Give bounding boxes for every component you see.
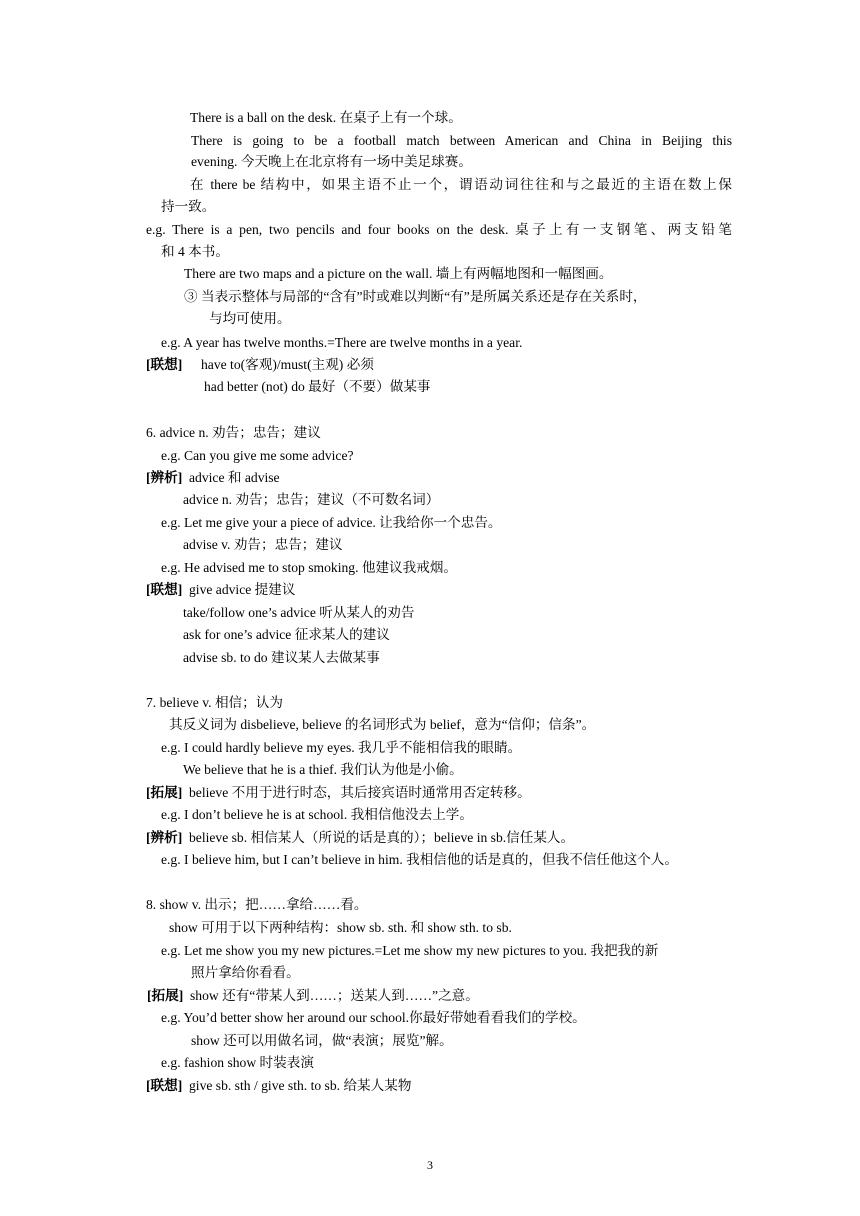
text-line: e.g. I believe him, but I can’t believe in him. 我相信他的话是真的，但我不信任他这个人。 <box>161 852 678 867</box>
text-line: e.g. He advised me to stop smoking. 他建议我戒烟。 <box>161 560 458 575</box>
text-line: e.g. I don’t believe he is at school. 我相信他没去上学。 <box>161 807 473 822</box>
tag-bianxi: [辨析] <box>146 830 183 845</box>
text-line: We believe that he is a thief. 我们认为他是小偷。 <box>183 762 463 777</box>
text-line: 在 there be 结构中，如果主语不止一个，谓语动词往往和与之最近的主语在数上保 <box>190 177 732 192</box>
text-line: show 还有“带某人到……；送某人到……”之意。 <box>190 988 479 1003</box>
text-line: e.g. You’d better show her around our school.你最好带她看看我们的学校。 <box>161 1010 586 1025</box>
text-line: e.g. fashion show 时装表演 <box>161 1055 314 1070</box>
text-line: 其反义词为 disbelieve, believe 的名词形式为 belief，意为“信仰；信条”。 <box>169 717 596 732</box>
tag-tuozhan: [拓展] <box>146 785 183 800</box>
text-line: evening. 今天晚上在北京将有一场中美足球赛。 <box>191 154 472 169</box>
text-line: ③ 当表示整体与局部的“含有”时或难以判断“有”是所属关系还是存在关系时， <box>184 289 647 304</box>
tag-lianxiang: [联想] <box>146 1078 183 1093</box>
text-line: e.g. Let me give your a piece of advice. 让我给你一个忠告。 <box>161 515 502 530</box>
text-line: e.g. Let me show you my new pictures.=Let me show my new pictures to you. 我把我的新 <box>161 943 659 958</box>
text-line: show 可用于以下两种结构：show sb. sth. 和 show sth. to sb. <box>169 920 512 935</box>
tag-lianxiang: [联想] <box>146 582 183 597</box>
text-line: ask for one’s advice 征求某人的建议 <box>183 627 390 642</box>
text-line: 照片拿给你看看。 <box>191 965 300 980</box>
page-number: 3 <box>427 1158 433 1172</box>
text-line: e.g. A year has twelve months.=There are twelve months in a year. <box>161 335 523 350</box>
text-line: e.g. I could hardly believe my eyes. 我几乎不能相信我的眼睛。 <box>161 740 522 755</box>
entry-heading: 6. advice n. 劝告；忠告；建议 <box>146 425 321 440</box>
text-line: give advice 提建议 <box>189 582 296 597</box>
text-line: advice 和 advise <box>189 470 280 485</box>
tag-tuozhan: [拓展] <box>147 988 184 1003</box>
entry-heading: 8. show v. 出示；把……拿给……看。 <box>146 897 368 912</box>
text-line: believe 不用于进行时态，其后接宾语时通常用否定转移。 <box>189 785 531 800</box>
text-line: had better (not) do 最好（不要）做某事 <box>204 379 431 394</box>
text-line: show 还可以用做名词，做“表演；展览”解。 <box>191 1033 453 1048</box>
text-line: 持一致。 <box>161 199 216 214</box>
text-line: 和 4 本书。 <box>161 244 229 259</box>
text-line: advice n. 劝告；忠告；建议（不可数名词） <box>183 492 440 507</box>
text-line: e.g. There is a pen, two pencils and four books on the desk. 桌子上有一支钢笔、两支铅笔 <box>146 222 732 237</box>
text-line: advise v. 劝告；忠告；建议 <box>183 537 343 552</box>
text-line: There is going to be a football match between American and China in Beijing this <box>191 133 732 148</box>
text-line: 与均可使用。 <box>209 311 291 326</box>
text-line: e.g. Can you give me some advice? <box>161 448 354 463</box>
text-line: give sb. sth / give sth. to sb. 给某人某物 <box>189 1078 412 1093</box>
tag-lianxiang: [联想] <box>146 357 183 372</box>
text-line: There are two maps and a picture on the wall. 墙上有两幅地图和一幅图画。 <box>184 266 613 281</box>
entry-heading: 7. believe v. 相信；认为 <box>146 695 283 710</box>
text-line: take/follow one’s advice 听从某人的劝告 <box>183 605 415 620</box>
tag-bianxi: [辨析] <box>146 470 183 485</box>
text-line: have to(客观)/must(主观) 必须 <box>201 357 374 372</box>
text-line: believe sb. 相信某人（所说的话是真的）；believe in sb.信任某人。 <box>189 830 575 845</box>
text-line: There is a ball on the desk. 在桌子上有一个球。 <box>190 110 462 125</box>
text-line: advise sb. to do 建议某人去做某事 <box>183 650 380 665</box>
